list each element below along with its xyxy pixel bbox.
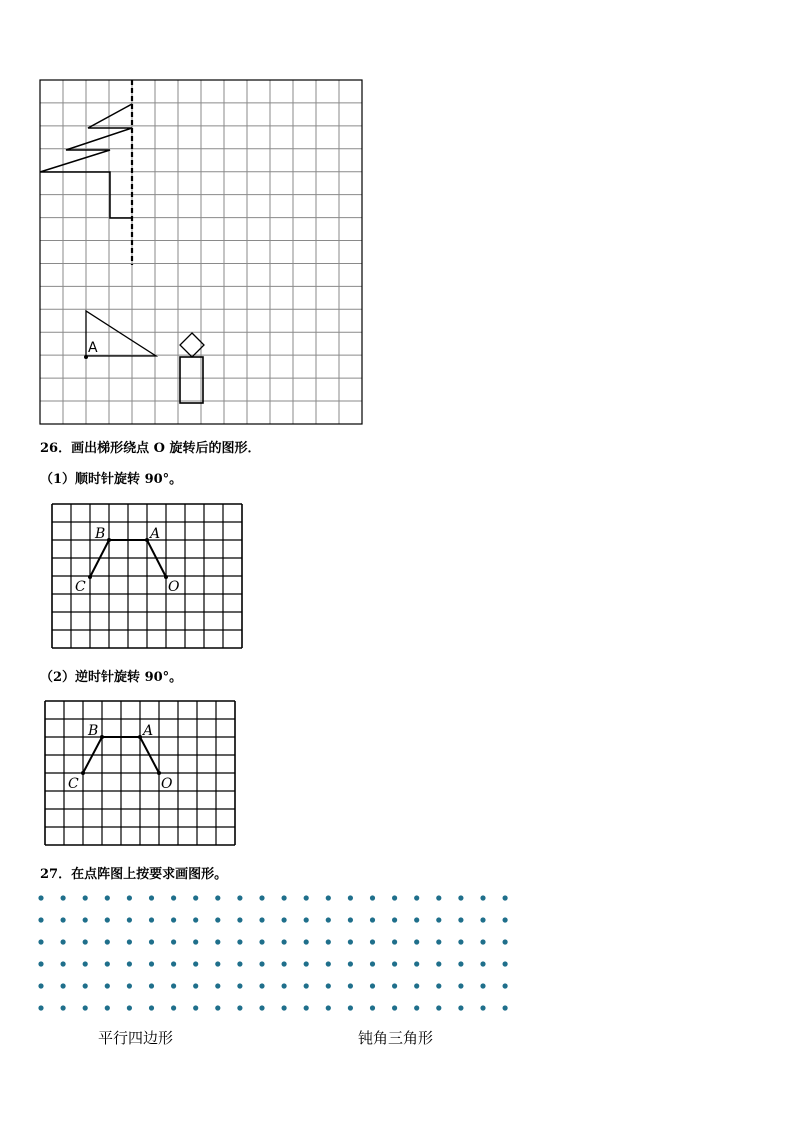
q27-title: 27．在点阵图上按要求画图形。 bbox=[40, 867, 228, 882]
dot-point[interactable] bbox=[171, 895, 176, 900]
dot-point[interactable] bbox=[83, 917, 88, 922]
dot-point[interactable] bbox=[193, 983, 198, 988]
label-parallelogram: 平行四边形 bbox=[98, 1029, 174, 1047]
dot-point[interactable] bbox=[149, 895, 154, 900]
dot-point[interactable] bbox=[237, 895, 242, 900]
dot-point[interactable] bbox=[326, 961, 331, 966]
dot-point[interactable] bbox=[326, 939, 331, 944]
dot-point[interactable] bbox=[503, 961, 508, 966]
dot-point[interactable] bbox=[215, 961, 220, 966]
dot-point[interactable] bbox=[215, 939, 220, 944]
dot-point[interactable] bbox=[105, 983, 110, 988]
dot-point[interactable] bbox=[61, 1005, 66, 1010]
dot-point[interactable] bbox=[105, 1005, 110, 1010]
dot-point[interactable] bbox=[458, 939, 463, 944]
dot-point[interactable] bbox=[326, 1005, 331, 1010]
dot-point[interactable] bbox=[105, 895, 110, 900]
dot-point[interactable] bbox=[171, 961, 176, 966]
dot-point[interactable] bbox=[61, 939, 66, 944]
dot-point[interactable] bbox=[83, 895, 88, 900]
dot-point[interactable] bbox=[237, 961, 242, 966]
dot-point[interactable] bbox=[193, 939, 198, 944]
dot-point[interactable] bbox=[370, 1005, 375, 1010]
dot-point[interactable] bbox=[458, 961, 463, 966]
dot-point[interactable] bbox=[215, 1005, 220, 1010]
dot-point[interactable] bbox=[127, 1005, 132, 1010]
dot-point[interactable] bbox=[458, 895, 463, 900]
dot-point[interactable] bbox=[171, 939, 176, 944]
dot-point[interactable] bbox=[436, 939, 441, 944]
dot-point[interactable] bbox=[83, 983, 88, 988]
dot-point[interactable] bbox=[348, 1005, 353, 1010]
dot-point[interactable] bbox=[282, 917, 287, 922]
dot-point[interactable] bbox=[282, 1005, 287, 1010]
dot-point[interactable] bbox=[304, 1005, 309, 1010]
dot-point[interactable] bbox=[436, 983, 441, 988]
dot-point[interactable] bbox=[414, 1005, 419, 1010]
dot-point[interactable] bbox=[370, 939, 375, 944]
dot-point[interactable] bbox=[392, 983, 397, 988]
dot-point[interactable] bbox=[392, 895, 397, 900]
dot-point[interactable] bbox=[414, 917, 419, 922]
grid1-label-b: B bbox=[95, 526, 106, 542]
dot-point[interactable] bbox=[259, 1005, 264, 1010]
dot-point[interactable] bbox=[436, 895, 441, 900]
dot-point[interactable] bbox=[259, 939, 264, 944]
dot-point[interactable] bbox=[503, 917, 508, 922]
dot-point[interactable] bbox=[414, 983, 419, 988]
grid1-label-o: O bbox=[168, 579, 180, 595]
dot-point[interactable] bbox=[480, 961, 485, 966]
dot-point[interactable] bbox=[392, 961, 397, 966]
q26-title: 26．画出梯形绕点 O 旋转后的图形． bbox=[40, 441, 261, 456]
dot-point[interactable] bbox=[392, 917, 397, 922]
point-a-label: A bbox=[88, 340, 98, 356]
dot-point[interactable] bbox=[326, 983, 331, 988]
q26-part2-label: （2）逆时针旋转 90°。 bbox=[40, 670, 183, 685]
dot-point[interactable] bbox=[61, 917, 66, 922]
dot-point[interactable] bbox=[414, 895, 419, 900]
dot-point[interactable] bbox=[480, 939, 485, 944]
dot-point[interactable] bbox=[127, 961, 132, 966]
dot-point[interactable] bbox=[237, 917, 242, 922]
dot-point[interactable] bbox=[282, 983, 287, 988]
dot-point[interactable] bbox=[414, 939, 419, 944]
dot-point[interactable] bbox=[436, 961, 441, 966]
dot-point[interactable] bbox=[370, 895, 375, 900]
dot-point[interactable] bbox=[237, 939, 242, 944]
label-obtuse-triangle: 钝角三角形 bbox=[358, 1029, 434, 1047]
dot-point[interactable] bbox=[480, 895, 485, 900]
dot-point[interactable] bbox=[193, 917, 198, 922]
dot-point[interactable] bbox=[480, 1005, 485, 1010]
dot-point[interactable] bbox=[193, 895, 198, 900]
dot-point[interactable] bbox=[392, 1005, 397, 1010]
dot-point[interactable] bbox=[237, 1005, 242, 1010]
q26-part1-label: （1）顺时针旋转 90°。 bbox=[40, 472, 183, 487]
dot-point[interactable] bbox=[171, 917, 176, 922]
dot-point[interactable] bbox=[38, 895, 43, 900]
dot-point[interactable] bbox=[215, 895, 220, 900]
dot-point[interactable] bbox=[436, 1005, 441, 1010]
dot-point[interactable] bbox=[370, 917, 375, 922]
dot-point[interactable] bbox=[480, 983, 485, 988]
dot-point[interactable] bbox=[83, 1005, 88, 1010]
dot-point[interactable] bbox=[237, 983, 242, 988]
dot-point[interactable] bbox=[149, 939, 154, 944]
dot-point[interactable] bbox=[83, 961, 88, 966]
dot-point[interactable] bbox=[458, 917, 463, 922]
dot-point[interactable] bbox=[326, 895, 331, 900]
dot-point[interactable] bbox=[458, 1005, 463, 1010]
dot-point[interactable] bbox=[370, 983, 375, 988]
dot-point[interactable] bbox=[304, 939, 309, 944]
dot-point[interactable] bbox=[149, 917, 154, 922]
dot-point[interactable] bbox=[282, 939, 287, 944]
dot-point[interactable] bbox=[304, 961, 309, 966]
dot-point[interactable] bbox=[127, 983, 132, 988]
dot-point[interactable] bbox=[392, 939, 397, 944]
dot-point[interactable] bbox=[171, 1005, 176, 1010]
dot-point[interactable] bbox=[193, 1005, 198, 1010]
dot-point[interactable] bbox=[480, 917, 485, 922]
dot-point[interactable] bbox=[348, 983, 353, 988]
dot-point[interactable] bbox=[149, 961, 154, 966]
dot-point[interactable] bbox=[105, 939, 110, 944]
dot-point[interactable] bbox=[370, 961, 375, 966]
dot-point[interactable] bbox=[149, 1005, 154, 1010]
dot-point[interactable] bbox=[259, 895, 264, 900]
dot-point[interactable] bbox=[61, 961, 66, 966]
grid1-label-a: A bbox=[150, 526, 161, 542]
dot-point[interactable] bbox=[503, 983, 508, 988]
dot-point[interactable] bbox=[171, 983, 176, 988]
grid2-label-c: C bbox=[68, 776, 79, 792]
grid2-label-a: A bbox=[143, 723, 154, 739]
dot-point[interactable] bbox=[38, 939, 43, 944]
dot-point[interactable] bbox=[503, 1005, 508, 1010]
dot-point[interactable] bbox=[149, 983, 154, 988]
dot-point[interactable] bbox=[304, 983, 309, 988]
dot-point[interactable] bbox=[304, 917, 309, 922]
dot-point[interactable] bbox=[282, 895, 287, 900]
dot-point[interactable] bbox=[326, 917, 331, 922]
dot-point[interactable] bbox=[414, 961, 419, 966]
dot-point[interactable] bbox=[259, 983, 264, 988]
dot-point[interactable] bbox=[215, 983, 220, 988]
dot-point[interactable] bbox=[304, 895, 309, 900]
dot-point[interactable] bbox=[105, 917, 110, 922]
dot-point[interactable] bbox=[348, 939, 353, 944]
grid1-label-c: C bbox=[75, 579, 86, 595]
dot-point[interactable] bbox=[61, 895, 66, 900]
dot-point[interactable] bbox=[215, 917, 220, 922]
dot-point[interactable] bbox=[348, 917, 353, 922]
grid2-label-o: O bbox=[161, 776, 173, 792]
dot-point[interactable] bbox=[127, 917, 132, 922]
grid2-label-b: B bbox=[88, 723, 99, 739]
dot-point[interactable] bbox=[38, 917, 43, 922]
dot-point[interactable] bbox=[127, 895, 132, 900]
dot-point[interactable] bbox=[38, 1005, 43, 1010]
dot-point[interactable] bbox=[127, 939, 132, 944]
dot-point[interactable] bbox=[348, 895, 353, 900]
dot-point[interactable] bbox=[259, 961, 264, 966]
dot-point[interactable] bbox=[38, 983, 43, 988]
dot-point[interactable] bbox=[61, 983, 66, 988]
dot-point[interactable] bbox=[436, 917, 441, 922]
dot-point[interactable] bbox=[503, 895, 508, 900]
dot-point[interactable] bbox=[193, 961, 198, 966]
dot-point[interactable] bbox=[83, 939, 88, 944]
dot-point[interactable] bbox=[282, 961, 287, 966]
dot-point[interactable] bbox=[503, 939, 508, 944]
dot-point[interactable] bbox=[38, 961, 43, 966]
dot-point[interactable] bbox=[348, 961, 353, 966]
dot-point[interactable] bbox=[458, 983, 463, 988]
dot-point[interactable] bbox=[105, 961, 110, 966]
dot-point[interactable] bbox=[259, 917, 264, 922]
